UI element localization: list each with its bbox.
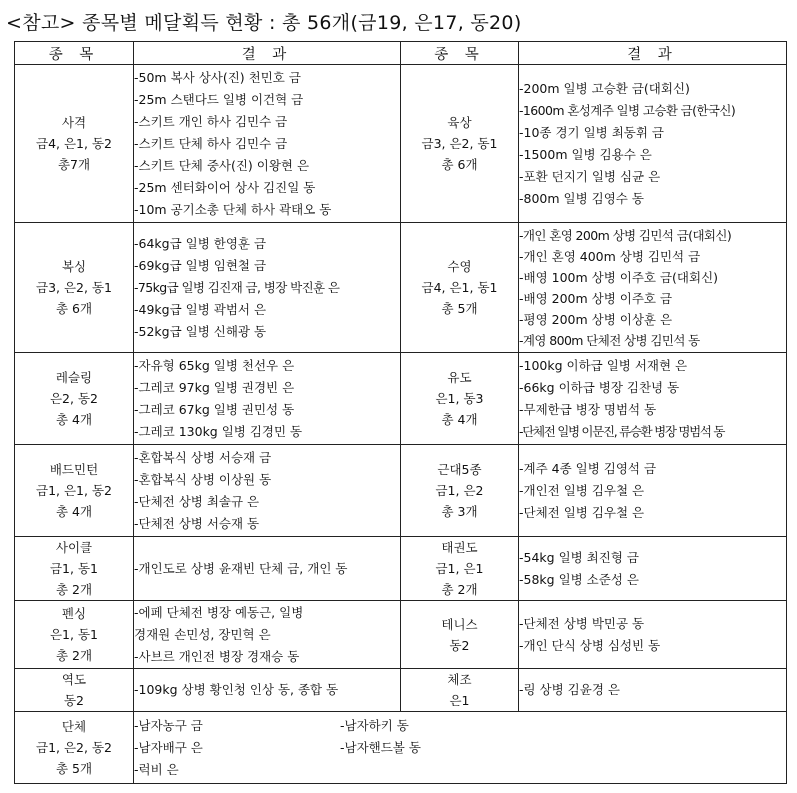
result-cell [134,65,401,223]
result-line: 경재원 손민성, 장민혁 은 [134,626,271,642]
sport-name: 육상 [447,115,472,130]
column-header-sport: 종 목 [401,42,519,65]
sport-cell [15,65,134,223]
sport-name: 역도 [61,672,87,687]
result-line: -남자핸드볼 동 [340,739,421,755]
result-line: -포환 던지기 일병 심균 은 [519,168,661,184]
result-line: -800m 일병 김영수 동 [519,190,644,206]
result-line: -49kg급 일병 곽범서 은 [134,301,267,317]
result-line: -배영 200m 상병 이주호 금 [519,290,673,306]
result-line: -75kg급 일병 김진재 금, 병장 박진훈 은 [134,279,340,295]
result-line: -그레코 97kg 일병 권경빈 은 [134,379,295,395]
team-results-grid [134,715,786,781]
page-title: <참고> 종목별 메달획득 현황 : 총 56개(금19, 은17, 동20) [6,12,522,34]
result-line: -남자농구 금 [134,717,203,733]
result-line: -25m 스탠다드 일병 이건혁 금 [134,91,304,107]
sport-total: 총7개 [57,157,91,172]
result-cell [519,601,787,669]
table-row [15,445,787,537]
sport-total: 총 6개 [55,301,93,316]
sport-name: 사격 [61,115,87,130]
sport-medals: 금1, 은2 [435,483,484,498]
sport-medals: 은1 [449,693,470,708]
result-line: -남자배구 은 [134,739,203,755]
sport-cell [15,669,134,712]
sport-medals: 동2 [63,693,85,708]
result-line: -개인 혼영 200m 상병 김민석 금(대회신) [519,227,732,243]
sport-name: 태권도 [441,540,478,555]
result-cell [134,353,401,445]
result-cell [134,537,401,601]
sport-total: 총 2개 [55,582,93,597]
column-header-result: 결 과 [519,42,787,65]
result-line: -사브르 개인전 병장 경재승 동 [134,648,300,664]
result-line: -배영 100m 상병 이주호 금(대회신) [519,269,719,285]
sport-total: 총 5개 [441,301,478,316]
sport-medals: 금3, 은2, 동1 [421,136,498,151]
result-line: -64kg급 일병 한영훈 금 [134,235,267,251]
column-header-result: 결 과 [134,42,401,65]
result-line: -개인 혼영 400m 상병 김민석 금 [519,248,701,264]
sport-medals: 은1, 동1 [49,627,98,642]
table-row [15,223,787,353]
table-header-row [15,42,787,65]
table-row-team [15,712,787,784]
result-line: -단체전 일병 김우철 은 [519,504,645,520]
sport-name: 배드민턴 [49,462,99,477]
result-line: -링 상병 김윤경 은 [519,682,620,697]
sport-total: 총 4개 [441,412,478,427]
sport-total: 총 3개 [441,504,478,519]
sport-total: 총 4개 [55,412,93,427]
result-line: -10종 경기 일병 최동휘 금 [519,124,664,140]
sport-medals: 은2, 동2 [49,391,98,406]
result-line: -1500m 일병 김용수 은 [519,146,652,162]
sport-cell [15,537,134,601]
result-line: -스키트 단체 하사 김민수 금 [134,135,288,151]
sport-medals: 동2 [449,637,470,653]
result-line: -계주 4종 일병 김영석 금 [519,460,657,476]
result-line: -에페 단체전 병장 예동근, 일병 [134,604,304,620]
sport-name: 복싱 [61,259,87,274]
result-line: -54kg 일병 최진형 금 [519,549,639,565]
sport-medals: 금1, 동1 [49,561,98,576]
result-cell [519,65,787,223]
result-cell [519,537,787,601]
sport-medals: 금1, 은2, 동2 [36,740,112,755]
sport-cell [15,223,134,353]
result-line: -혼합복식 상병 이상원 동 [134,471,272,487]
sport-cell [15,445,134,537]
sport-name: 유도 [447,370,472,385]
sport-cell [15,712,134,784]
result-line: -개인전 일병 김우철 은 [519,482,645,498]
result-line: -개인 단식 상병 심성빈 동 [519,637,661,653]
result-line: -개인도로 상병 윤재빈 단체 금, 개인 동 [134,560,348,576]
sport-cell [401,223,519,353]
result-cell [134,712,787,784]
result-line: -무제한급 병장 명범석 동 [519,401,657,417]
table-row [15,353,787,445]
table-row [15,669,787,712]
sport-cell [401,537,519,601]
result-line: -25m 센터화이어 상사 김진일 동 [134,179,316,195]
result-line: -109kg 상병 황인청 인상 동, 종합 동 [134,682,339,697]
sport-total: 총 4개 [55,504,93,519]
result-line: -200m 일병 고승환 금(대회신) [519,80,690,96]
result-cell [134,445,401,537]
medal-table [14,41,787,784]
result-line: -1600m 혼성계주 일병 고승환 금(한국신) [519,102,736,118]
column-header-sport: 종 목 [15,42,134,65]
table-row [15,65,787,223]
result-line: -평영 200m 상병 이상훈 은 [519,311,673,327]
result-line: -52kg급 일병 신해광 동 [134,323,267,339]
sport-name: 사이클 [55,540,93,555]
sport-total: 총 2개 [441,582,478,597]
sport-cell [401,353,519,445]
sport-medals: 은1, 동3 [435,391,484,406]
result-line: -혼합복식 상병 서승재 금 [134,449,272,465]
result-cell [519,353,787,445]
result-line: -100kg 이하급 일병 서재현 은 [519,357,688,373]
sport-medals: 금1, 은1, 동2 [36,483,112,498]
result-line: -단체전 상병 서승재 동 [134,515,260,531]
result-line: -단체전 상병 박민공 동 [519,615,645,631]
result-line: -스키트 단체 중사(진) 이왕현 은 [134,157,310,173]
result-line: -69kg급 일병 임현철 금 [134,257,267,273]
sport-name: 수영 [447,259,472,274]
sport-name: 근대5종 [437,462,482,477]
result-cell [134,601,401,669]
result-line: -그레코 67kg 일병 권민성 동 [134,401,295,417]
sport-total: 총 5개 [55,761,93,776]
result-line: -66kg 이하급 병장 김찬녕 동 [519,379,680,395]
result-cell [519,669,787,712]
result-line: -계영 800m 단체전 상병 김민석 동 [519,332,700,348]
sport-medals: 금3, 은2, 동1 [36,280,112,295]
sport-total: 총 6개 [441,157,478,172]
result-cell [519,223,787,353]
sport-name: 테니스 [441,616,478,632]
sport-cell [401,65,519,223]
sport-cell [401,445,519,537]
result-line: -50m 복사 상사(진) 천민호 금 [134,69,301,85]
result-cell [519,445,787,537]
sport-cell [401,601,519,669]
result-line: -그레코 130kg 일병 김경민 동 [134,423,303,439]
sport-medals: 금4, 은1, 동1 [421,280,498,295]
sport-cell [15,601,134,669]
table-row [15,537,787,601]
sport-name: 레슬링 [55,370,93,385]
sport-medals: 금4, 은1, 동2 [36,136,112,151]
result-cell [134,669,401,712]
sport-cell [15,353,134,445]
sport-total: 총 2개 [55,648,93,663]
result-line: -단체전 일병 이문진, 류승환 병장 명범석 동 [519,423,725,439]
sport-cell [401,669,519,712]
result-line: -스키트 개인 하사 김민수 금 [134,113,288,129]
result-cell [134,223,401,353]
result-line: -10m 공기소총 단체 하사 곽태오 동 [134,201,332,217]
result-line: -럭비 은 [134,761,179,777]
result-line: -자유형 65kg 일병 천선우 은 [134,357,295,373]
sport-medals: 금1, 은1 [435,561,484,576]
sport-name: 체조 [447,672,472,687]
result-line: -단체전 상병 최솔규 은 [134,493,260,509]
table-row [15,601,787,669]
result-line: -남자하키 동 [340,717,409,733]
sport-name: 펜싱 [61,606,87,621]
result-line: -58kg 일병 소준성 은 [519,571,639,587]
sport-name: 단체 [61,719,87,734]
